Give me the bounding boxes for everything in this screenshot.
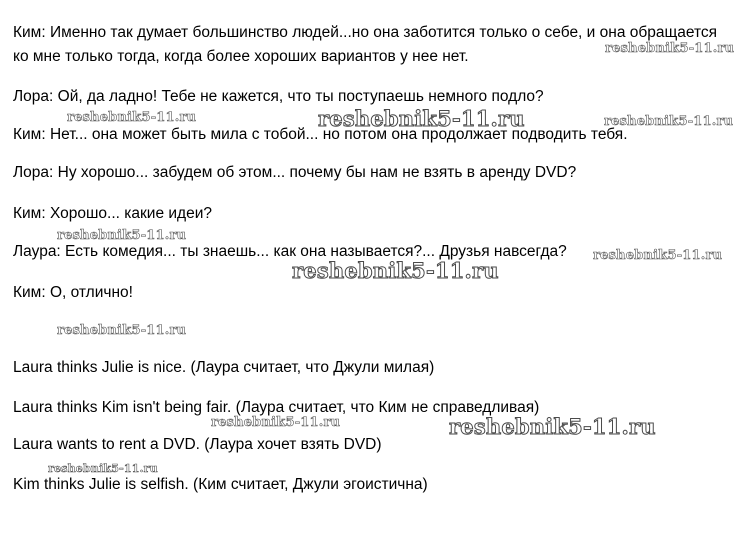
- statement-1: Laura thinks Julie is nice. (Лаура считает, что Джули милая): [13, 359, 435, 376]
- statement-3: Laura wants to rent a DVD. (Лаура хочет взять DVD): [13, 436, 382, 453]
- watermark: reshebnik5-11.ru: [57, 228, 187, 243]
- watermark: reshebnik5-11.ru: [67, 110, 197, 125]
- watermark: reshebnik5-11.ru: [211, 415, 341, 430]
- watermark: reshebnik5-11.ru: [48, 462, 158, 475]
- watermark: reshebnik5-11.ru: [57, 323, 187, 338]
- statement-2: Laura thinks Kim isn't being fair. (Лаура считает, что Ким не справедливая): [13, 399, 540, 416]
- watermark: reshebnik5-11.ru: [449, 414, 656, 439]
- statement-4: Kim thinks Julie is selfish. (Ким считает, Джули эгоистична): [13, 476, 428, 493]
- dialogue-line-1: Ким: Именно так думает большинство людей...но она заботится только о себе, и она обращается: [13, 24, 718, 41]
- dialogue-line-2: Лора: Ой, да ладно! Тебе не кажется, что ты поступаешь немного подло?: [13, 88, 544, 105]
- watermark: reshebnik5-11.ru: [593, 248, 723, 263]
- dialogue-line-1-continued: ко мне только тогда, когда более хороших вариантов у нее нет.: [13, 48, 469, 65]
- dialogue-line-4: Лора: Ну хорошо... забудем об этом... почему бы нам не взять в аренду DVD?: [13, 164, 577, 181]
- watermark: reshebnik5-11.ru: [605, 41, 735, 56]
- dialogue-line-7: Ким: О, отлично!: [13, 284, 133, 301]
- watermark: reshebnik5-11.ru: [292, 258, 499, 283]
- watermark: reshebnik5-11.ru: [318, 106, 525, 131]
- dialogue-line-5: Ким: Хорошо... какие идеи?: [13, 205, 212, 222]
- dialogue-line-3: Ким: Нет... она может быть мила с тобой... но потом она продолжает подводить тебя.: [13, 126, 628, 143]
- dialogue-line-6: Лаура: Есть комедия... ты знаешь... как она называется?... Друзья навсегда?: [13, 243, 567, 260]
- watermark: reshebnik5-11.ru: [604, 114, 734, 129]
